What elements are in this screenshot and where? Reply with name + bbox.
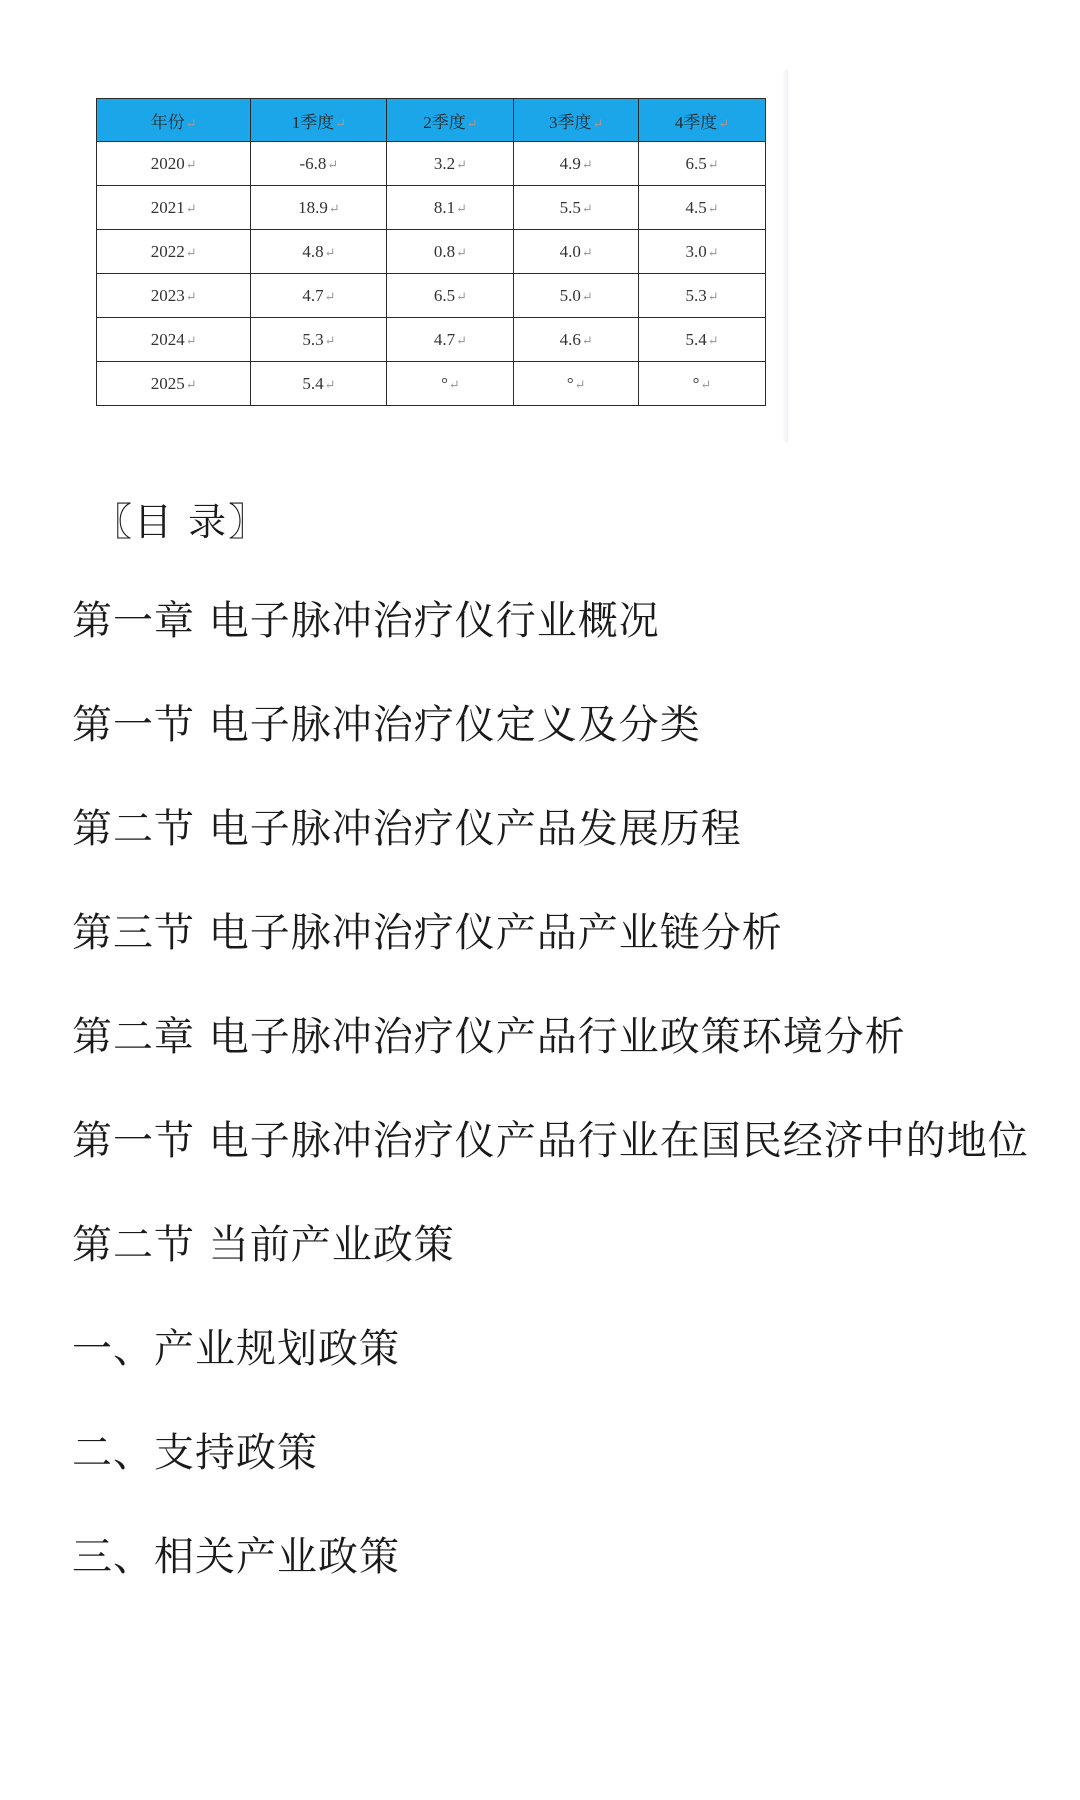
cell-q1: 5.3↵ <box>251 318 387 362</box>
cell-q2: 4.7↵ <box>387 318 514 362</box>
cell-year: 2023↵ <box>97 274 251 318</box>
toc-item-section-1-1: 第一节 电子脉冲治疗仪定义及分类 <box>72 701 701 748</box>
toc-title: 〖目 录〗 <box>94 500 269 544</box>
cell-q3: 4.0↵ <box>514 230 639 274</box>
table-header-row <box>97 99 766 142</box>
cell-q3: 4.6↵ <box>514 318 639 362</box>
cell-q2: °↵ <box>387 362 514 406</box>
table-row <box>97 186 766 230</box>
cell-q1: 4.7↵ <box>251 274 387 318</box>
toc-item-subsection-1: 一、产业规划政策 <box>72 1325 400 1372</box>
cell-q2: 8.1↵ <box>387 186 514 230</box>
table-row <box>97 230 766 274</box>
header-q2: 2季度↵ <box>387 99 514 142</box>
table-row <box>97 274 766 318</box>
cell-q2: 3.2↵ <box>387 142 514 186</box>
gdp-table-image <box>88 70 788 442</box>
cell-q1: 5.4↵ <box>251 362 387 406</box>
cell-q4: 6.5↵ <box>639 142 766 186</box>
cell-year: 2024↵ <box>97 318 251 362</box>
cell-q2: 0.8↵ <box>387 230 514 274</box>
header-q4: 4季度↵ <box>639 99 766 142</box>
cell-q4: 5.4↵ <box>639 318 766 362</box>
cell-q1: 18.9↵ <box>251 186 387 230</box>
cell-q4: °↵ <box>639 362 766 406</box>
cell-q2: 6.5↵ <box>387 274 514 318</box>
cell-q4: 3.0↵ <box>639 230 766 274</box>
cell-q4: 4.5↵ <box>639 186 766 230</box>
header-q1: 1季度↵ <box>251 99 387 142</box>
cell-q1: 4.8↵ <box>251 230 387 274</box>
table-row <box>97 142 766 186</box>
toc-item-section-1-2: 第二节 电子脉冲治疗仪产品发展历程 <box>72 805 742 852</box>
header-q3: 3季度↵ <box>514 99 639 142</box>
toc-item-chapter-1: 第一章 电子脉冲治疗仪行业概况 <box>72 597 660 644</box>
table-row <box>97 362 766 406</box>
header-year: 年份↵ <box>97 99 251 142</box>
table-row <box>97 318 766 362</box>
toc-item-section-2-1: 第一节 电子脉冲治疗仪产品行业在国民经济中的地位 <box>72 1117 1029 1164</box>
toc-item-chapter-2: 第二章 电子脉冲治疗仪产品行业政策环境分析 <box>72 1013 906 1060</box>
cell-year: 2021↵ <box>97 186 251 230</box>
cell-q3: 5.0↵ <box>514 274 639 318</box>
cell-year: 2020↵ <box>97 142 251 186</box>
cell-year: 2022↵ <box>97 230 251 274</box>
cell-q3: 4.9↵ <box>514 142 639 186</box>
toc-item-subsection-3: 三、相关产业政策 <box>72 1533 400 1580</box>
gdp-quarterly-table <box>96 98 766 406</box>
cell-q3: 5.5↵ <box>514 186 639 230</box>
toc-item-subsection-2: 二、支持政策 <box>72 1429 318 1476</box>
toc-item-section-2-2: 第二节 当前产业政策 <box>72 1221 455 1268</box>
table-of-contents <box>72 500 1032 1626</box>
cell-q1: -6.8↵ <box>251 142 387 186</box>
cell-q3: °↵ <box>514 362 639 406</box>
cell-q4: 5.3↵ <box>639 274 766 318</box>
toc-item-section-1-3: 第三节 电子脉冲治疗仪产品产业链分析 <box>72 909 783 956</box>
cell-year: 2025↵ <box>97 362 251 406</box>
